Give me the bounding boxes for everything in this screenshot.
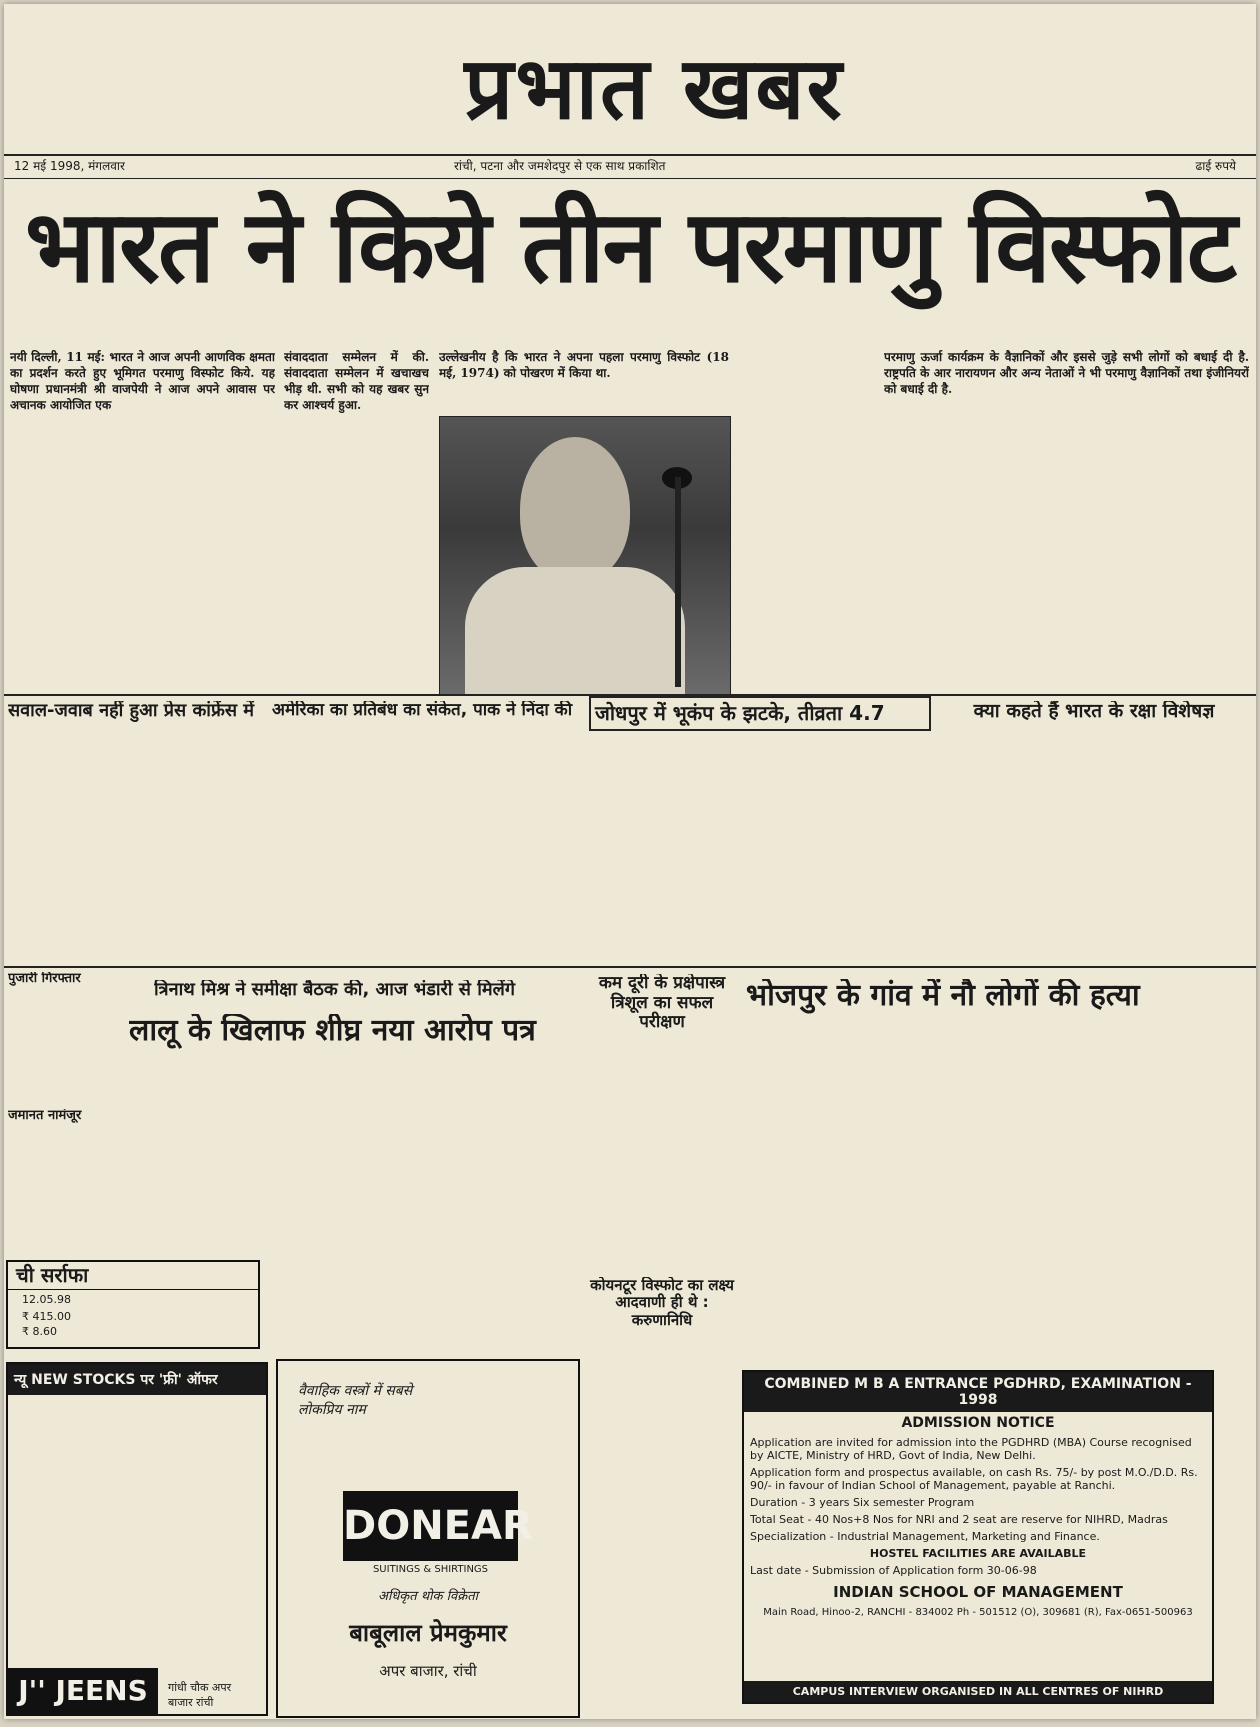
stocks-ad-title: न्यू NEW STOCKS पर 'फ्री' ऑफर bbox=[8, 1364, 266, 1395]
masthead-title: प्रभात खबर bbox=[464, 39, 844, 139]
donear-sub: SUITINGS & SHIRTINGS bbox=[372, 1564, 489, 1575]
trishul-title: कम दूरी के प्रक्षेपास्त्र त्रिशूल का सफल परीक्षण bbox=[598, 974, 726, 1033]
jeens-logo: J'' JEENS bbox=[8, 1668, 158, 1714]
sarafa-box bbox=[6, 1260, 260, 1349]
newspaper-page bbox=[4, 4, 1256, 1719]
mba-line1: Application are invited for admission into the PGDHRD (MBA) Course recognised by AICTE, Ministry of HRD, Govt of India, New Delhi. bbox=[750, 1436, 1192, 1462]
bhojpur-title: भोजपुर के गांव में नौ लोगों की हत्या bbox=[746, 979, 1140, 1013]
mba-line2: Application form and prospectus available, on cash Rs. 75/- by post M.O./D.D. Rs. 90/- in favour of Indian School of Management, payable at Ranchi. bbox=[750, 1466, 1198, 1492]
jodhpur-title: जोधपुर में भूकंप के झटके, तीव्रता 4.7 bbox=[589, 696, 931, 731]
vajpayee-photo bbox=[439, 416, 731, 696]
section-rule-2 bbox=[4, 966, 1256, 968]
sarafa-silver: ₹ 8.60 bbox=[22, 1325, 57, 1338]
price: ढाई रुपये bbox=[1195, 159, 1236, 173]
donear-logo: DONEAR bbox=[343, 1491, 518, 1561]
lead-col-2 bbox=[284, 349, 429, 689]
main-headline: भारत ने किये तीन परमाणु विस्फोट bbox=[24, 188, 1236, 305]
lead-col-3 bbox=[439, 349, 729, 409]
lead-col-4 bbox=[884, 349, 1249, 689]
america-title: अमेरिका का प्रतिबंध का संकेत, पाक ने निंदा की bbox=[272, 701, 573, 720]
sarafa-gold: ₹ 415.00 bbox=[22, 1310, 71, 1323]
mba-last-date: Last date - Submission of Application form 30-06-98 bbox=[750, 1564, 1037, 1577]
edition-line: रांची, पटना और जमशेदपुर से एक साथ प्रकाशित bbox=[454, 159, 666, 173]
defence-title: क्या कहते हैं भारत के रक्षा विशेषज्ञ bbox=[973, 701, 1215, 722]
arrest-title: पुजारी गिरफ्तार bbox=[8, 972, 81, 986]
mba-address: Main Road, Hinoo-2, RANCHI - 834002 Ph - 501512 (O), 309681 (R), Fax-0651-500963 bbox=[763, 1607, 1193, 1618]
lead-col-4-text: परमाणु ऊर्जा कार्यक्रम के वैज्ञानिकों और इससे जुड़े सभी लोगों को बधाई दी है. राष्ट्रपति के आर नारायणन और अन्य नेताओं ने भी परमाणु वैज्ञानिकों तथा इंजीनियरों को बधाई दी है. bbox=[884, 350, 1249, 396]
mba-title: COMBINED M B A ENTRANCE PGDHRD, EXAMINATION - 1998 bbox=[744, 1372, 1212, 1412]
donear-dealer: बाबूलाल प्रेमकुमार bbox=[349, 1619, 507, 1647]
stocks-ad bbox=[6, 1362, 268, 1716]
photo-face bbox=[520, 437, 630, 582]
date: 12 मई 1998, मंगलवार bbox=[14, 159, 125, 173]
donear-tagline: वैवाहिक वस्त्रों में सबसे लोकप्रिय नाम bbox=[298, 1383, 413, 1418]
sarafa-date: 12.05.98 bbox=[22, 1293, 71, 1306]
lead-col-1 bbox=[10, 349, 275, 689]
lead-col-3-text: उल्लेखनीय है कि भारत ने अपना पहला परमाणु विस्फोट (18 मई, 1974) को पोखरण में किया था. bbox=[439, 350, 729, 380]
mba-school: INDIAN SCHOOL OF MANAGEMENT bbox=[833, 1583, 1123, 1601]
bail-title: जमानत नामंजूर bbox=[8, 1109, 82, 1123]
donear-dealer-label: अधिकृत थोक विक्रेता bbox=[378, 1589, 478, 1604]
mba-seats: Total Seat - 40 Nos+8 Nos for NRI and 2 seat are reserve for NIHRD, Madras bbox=[750, 1513, 1168, 1526]
photo-body bbox=[465, 567, 685, 695]
mba-footer: CAMPUS INTERVIEW ORGANISED IN ALL CENTRES OF NIHRD bbox=[744, 1681, 1212, 1702]
sarafa-title: ची सर्राफा bbox=[8, 1262, 258, 1290]
dateline bbox=[4, 154, 1256, 179]
donear-ad bbox=[276, 1359, 580, 1718]
lead-col-1-text: नयी दिल्ली, 11 मई: भारत ने आज अपनी आणविक क्षमता का प्रदर्शन करते हुए भूमिगत परमाणु विस्फोट किये. यह घोषणा प्रधानमंत्री श्री वाजपेयी ने आज अपने आवास पर अचानक आयोजित एक bbox=[10, 350, 275, 412]
mba-duration: Duration - 3 years Six semester Program bbox=[750, 1496, 975, 1509]
mba-notice: ADMISSION NOTICE bbox=[901, 1415, 1055, 1431]
mba-hostel: HOSTEL FACILITIES ARE AVAILABLE bbox=[869, 1547, 1087, 1560]
donear-address: अपर बाजार, रांची bbox=[379, 1662, 477, 1680]
mba-spec: Specialization - Industrial Management, Marketing and Finance. bbox=[750, 1530, 1100, 1543]
lalu-kicker: त्रिनाथ मिश्र ने समीक्षा बैठक की, आज भंडारी से मिलेंगे bbox=[154, 980, 516, 1000]
lead-col-2-text: संवाददाता सम्मेलन में की. संवाददाता सम्मेलन में खचाखच भीड़ थी. सभी को यह खबर सुन कर आश्चर्य हुआ. bbox=[284, 350, 429, 412]
koyna-title: कोयनटूर विस्फोट का लक्ष्य आदवाणी ही थे : करुणानिधि bbox=[590, 1277, 734, 1329]
lalu-title: लालू के खिलाफ शीघ्र नया आरोप पत्र bbox=[129, 1014, 536, 1048]
mba-ad bbox=[742, 1370, 1214, 1704]
microphone-stand bbox=[675, 477, 681, 687]
stocks-ad-address: गांधी चौक अपर बाजार रांची bbox=[168, 1681, 232, 1709]
press-title: सवाल-जवाब नहीं हुआ प्रेस कांफ्रेंस में bbox=[8, 701, 255, 721]
